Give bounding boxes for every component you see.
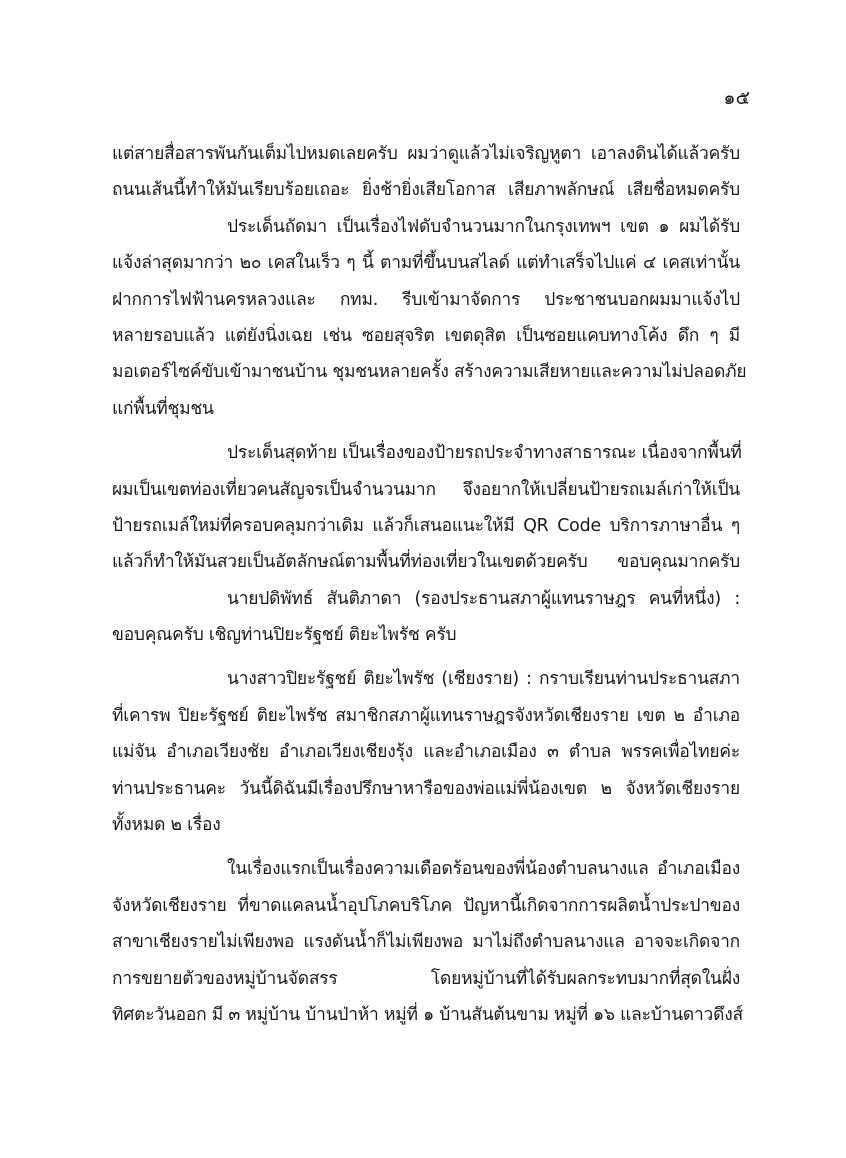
paragraph-start-line: ประเด็นสุดท้าย เป็นเรื่องของป้ายรถประจำทางสาธารณะ เนื่องจากพื้นที่ — [227, 443, 742, 464]
text-line: ที่เคารพ ปิยะรัฐชย์ ติยะไพรัช สมาชิกสภาผู้แทนราษฎรจังหวัดเชียงราย เขต ๒ อำเภอ — [112, 705, 740, 726]
text-line: ฝากการไฟฟ้านครหลวงและ กทม. รีบเข้ามาจัดการ ประชาชนบอกผมมาแจ้งไป — [112, 289, 740, 310]
text-line: ท่านประธานคะ วันนี้ดิฉันมีเรื่องปรึกษาหารือของพ่อแม่พี่น้องเขต ๒ จังหวัดเชียงราย — [112, 778, 740, 799]
paragraph-end-line: ทั้งหมด ๒ เรื่อง — [112, 815, 221, 836]
page-number: ๑๕ — [723, 87, 750, 109]
text-line: การขยายตัวของหมู่บ้านจัดสรร โดยหมู่บ้านที่ได้รับผลกระทบมากที่สุดในฝั่ง — [112, 968, 740, 989]
text-line: ถนนเส้นนี้ทำให้มันเรียบร้อยเถอะ ยิ่งช้ายิ่งเสียโอกาส เสียภาพลักษณ์ เสียชื่อหมดครับ — [112, 180, 740, 201]
text-line: ขอบคุณครับ เชิญท่านปิยะรัฐชย์ ติยะไพรัช ครับ — [112, 625, 457, 646]
text-line: แจ้งล่าสุดมากว่า ๒๐ เคสในเร็ว ๆ นี้ ตามที่ขึ้นบนสไลด์ แต่ทำเสร็จไปแค่ ๔ เคสเท่านั้น — [112, 253, 740, 274]
text-line: แม่จัน อำเภอเวียงชัย อำเภอเวียงเชียงรุ้ง และอำเภอเมือง ๓ ตำบล พรรคเพื่อไทยค่ะ — [112, 742, 740, 763]
text-line: แล้วก็ทำให้มันสวยเป็นอัตลักษณ์ตามพื้นที่ท่องเที่ยวในเขตด้วยครับ ขอบคุณมากครับ — [112, 552, 740, 573]
text-line: ผมเป็นเขตท่องเที่ยวคนสัญจรเป็นจำนวนมาก จึงอยากให้เปลี่ยนป้ายรถเมล์เก่าให้เป็น — [112, 479, 740, 500]
paragraph-gap — [112, 653, 740, 661]
text-line: จังหวัดเชียงราย ที่ขาดแคลนน้ำอุปโภคบริโภค ปัญหานี้เกิดจากการผลิตน้ำประปาของ — [112, 895, 740, 916]
paragraph-end-line: แก่พื้นที่ชุมชน — [112, 398, 214, 419]
text-line: สาขาเชียงรายไม่เพียงพอ แรงดันน้ำก็ไม่เพียงพอ มาไม่ถึงตำบลนางแล อาจจะเกิดจาก — [112, 932, 740, 953]
speaker-line: นางสาวปิยะรัฐชย์ ติยะไพรัช (เชียงราย) : กราบเรียนท่านประธานสภา — [227, 669, 740, 690]
speaker-line: นายปดิพัทธ์ สันติภาดา (รองประธานสภาผู้แทนราษฎร คนที่หนึ่ง) : — [227, 588, 740, 609]
text-line: มอเตอร์ไซค์ขับเข้ามาชนบ้าน ชุมชนหลายครั้ง สร้างความเสียหายและความไม่ปลอดภัย — [112, 362, 747, 383]
document-body — [112, 136, 747, 1033]
paragraph-start-line: ในเรื่องแรกเป็นเรื่องความเดือดร้อนของพี่น้องตำบลนางแล อำเภอเมือง — [227, 859, 740, 880]
paragraph-gap — [112, 843, 740, 851]
paragraph-start-line: ประเด็นถัดมา เป็นเรื่องไฟดับจำนวนมากในกรุงเทพฯ เขต ๑ ผมได้รับ — [227, 216, 740, 237]
text-line: แต่สายสื่อสารพันกันเต็มไปหมดเลยครับ ผมว่าดูแล้วไม่เจริญหูตา เอาลงดินได้แล้วครับ — [112, 144, 740, 164]
text-line: ทิศตะวันออก มี ๓ หมู่บ้าน บ้านป่าห้า หมู่ที่ ๑ บ้านสันต้นขาม หมู่ที่ ๑๖ และบ้านดาวดึงส์ — [112, 1004, 743, 1025]
text-line: หลายรอบแล้ว แต่ยังนิ่งเฉย เช่น ซอยสุจริต เขตดุสิต เป็นซอยแคบทางโค้ง ดึก ๆ มี — [112, 325, 740, 346]
paragraph-gap — [112, 427, 740, 435]
text-line: ป้ายรถเมล์ใหม่ที่ครอบคลุมกว่าเดิม แล้วก็เสนอแนะให้มี QR Code บริการภาษาอื่น ๆ — [112, 515, 740, 536]
